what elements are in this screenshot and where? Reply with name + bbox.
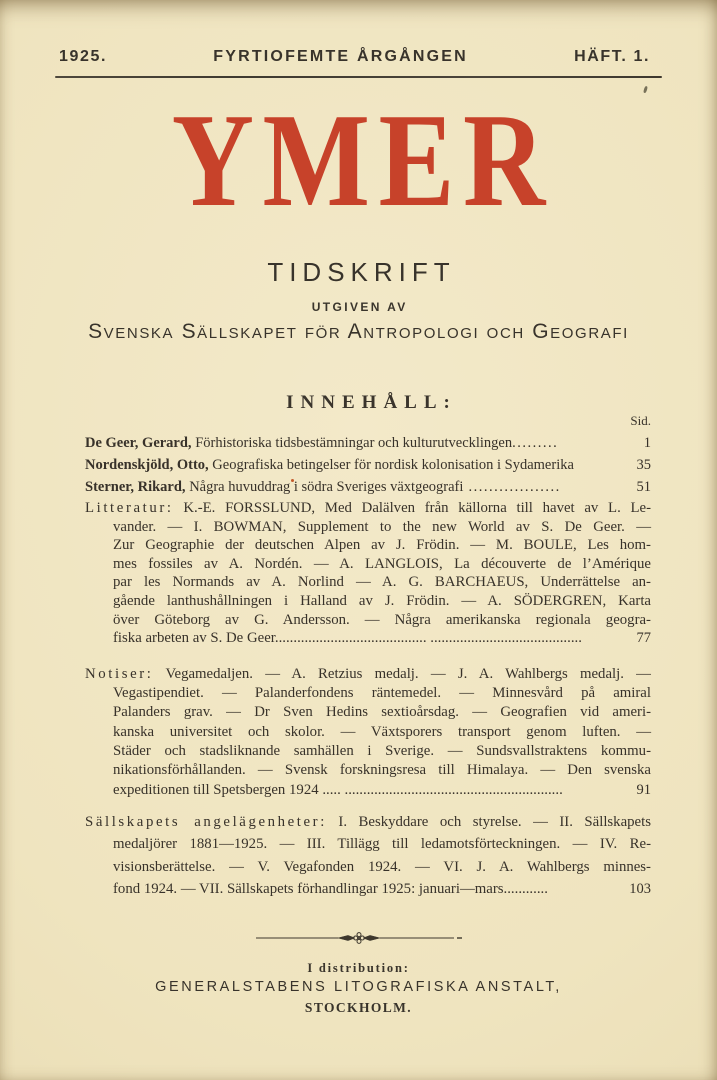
article-page-number: 1 (643, 435, 651, 451)
header-issue: HÄFT. 1. (574, 48, 650, 65)
paragraph-line: K.-E. FORSSLUND, Med Dalälven från källorna till havet av L. Le- (183, 500, 652, 516)
published-by-line: UTGIVEN AV (311, 300, 408, 314)
paragraph-line: kanska universitet och skolor. — Växtsporers transport genom luften. — (113, 723, 651, 740)
paragraph-line: över Göteborg av G. Andersson. — Några amerikanska regionala geogra- (113, 611, 651, 628)
header-rule (55, 76, 662, 78)
section-label: Notiser: (85, 665, 154, 682)
paragraph-line: fond 1924. — VII. Sällskapets förhandlingar 1925: januari—mars............ (113, 881, 548, 898)
paragraph-line: Palanders grav. — Dr Sven Hedins sextioårsdag. — Geografien vid ameri- (113, 704, 651, 721)
article-title: Några huvuddrag i södra Sveriges växtgeografi (189, 479, 464, 495)
divider-ornament (0, 931, 717, 950)
dot-leader: ......... (512, 435, 559, 451)
dot-leader: .................. (463, 479, 561, 495)
paragraph-line: Städer och stadsliknande samhällen i Sverige. — Sundsvallstraktens kommu- (113, 742, 651, 759)
paragraph-last-line (85, 878, 651, 901)
paragraph-line: medaljörer 1881—1925. — III. Tillägg till ledamotsförteckningen. — IV. Re- (113, 836, 651, 853)
article-author: Nordenskjöld, Otto, (85, 457, 209, 473)
paragraph-line: expeditionen till Spetsbergen 1924 ..... ........................................................... (113, 781, 563, 798)
divider-ornament-graphic (254, 931, 464, 945)
section-label: Litteratur: (85, 500, 174, 516)
toc-article-text (85, 454, 617, 476)
section-page-number: 103 (629, 881, 651, 898)
toc-article-list (85, 432, 651, 498)
header-volume: FYRTIOFEMTE ÅRGÅNGEN (213, 48, 468, 65)
paragraph-line: I. Beskyddare och styrelse. — II. Sällskapets (338, 813, 651, 830)
paragraph-last-line (85, 781, 651, 800)
section-label: Sällskapets angelägenheter: (85, 813, 327, 830)
article-author: De Geer, Gerard, (85, 435, 192, 451)
section-sallskapets-angelagenheter (85, 811, 651, 901)
section-page-number: 91 (636, 781, 651, 798)
footer-city: STOCKHOLM. (304, 1000, 413, 1015)
article-title: Förhistoriska tidsbestämningar och kulturutvecklingen (195, 435, 513, 451)
paragraph-line: vander. — I. BOWMAN, Supplement to the new World av S. De Geer. — (113, 518, 651, 535)
toc-article-row (85, 476, 651, 498)
journal-subtitle: TIDSKRIFT (267, 257, 456, 287)
paragraph-first-line (85, 811, 651, 834)
paragraph-first-line (85, 499, 651, 518)
article-author: Sterner, Rikard, (85, 479, 186, 495)
footer-distribution: I distribution: (307, 961, 410, 975)
paragraph-last-line (85, 629, 651, 648)
section-page-number: 77 (636, 630, 651, 647)
toc-article-row (85, 454, 651, 476)
toc-article-text (85, 432, 617, 454)
paragraph-line: Vegamedaljen. — A. Retzius medalj. — J. A. Wahlbergs medalj. — (165, 665, 651, 682)
contents-heading: INNEHÅLL: (286, 392, 457, 413)
paragraph-line: gående lanthushållningen i Halland av J. Frödin. — A. SÖDERGREN, Karta (113, 592, 651, 609)
footer-printer: GENERALSTABENS LITOGRAFISKA ANSTALT, (155, 979, 562, 995)
paragraph-line: nikationsförhållanden. — Svensk forskningsresa till Himalaya. — Den svenska (113, 762, 651, 779)
section-notiser (85, 665, 651, 800)
article-page-number: 51 (636, 479, 651, 495)
article-title: Geografiska betingelser för nordisk kolonisation i Sydamerika (212, 457, 574, 473)
paragraph-line: visionsberättelse. — V. Vegafonden 1924. — VI. J. A. Wahlbergs minnes- (113, 858, 651, 875)
paragraph-line: mes fossiles av A. Nordén. — A. LANGLOIS, La découverte de l’Amérique (113, 555, 651, 572)
section-litteratur (85, 499, 651, 648)
toc-article-text (85, 476, 617, 498)
contents-block (85, 394, 651, 901)
paragraph-line: fiska arbeten av S. De Geer......................................... ......................................... (113, 630, 582, 647)
page-header (59, 48, 650, 66)
paragraph-line: par les Normands av A. Norlind — A. G. BARCHAEUS, Underrättelse an- (113, 574, 651, 591)
header-year: 1925. (59, 48, 108, 65)
paragraph-first-line (85, 665, 651, 684)
page-column-label: Sid. (630, 413, 651, 428)
paragraph-line: Vegastipendiet. — Palanderfondens räntemedel. — Minnesvård på amiral (113, 685, 651, 702)
paragraph-line: Zur Geographie der deutschen Alpen av J. Frödin. — M. BOULE, Les hom- (113, 537, 651, 554)
toc-article-row (85, 432, 651, 454)
journal-title: YMER (171, 86, 554, 234)
article-page-number: 35 (636, 457, 651, 473)
society-name: Svenska Sällskapet för Antropologi och Geografi (88, 320, 629, 343)
